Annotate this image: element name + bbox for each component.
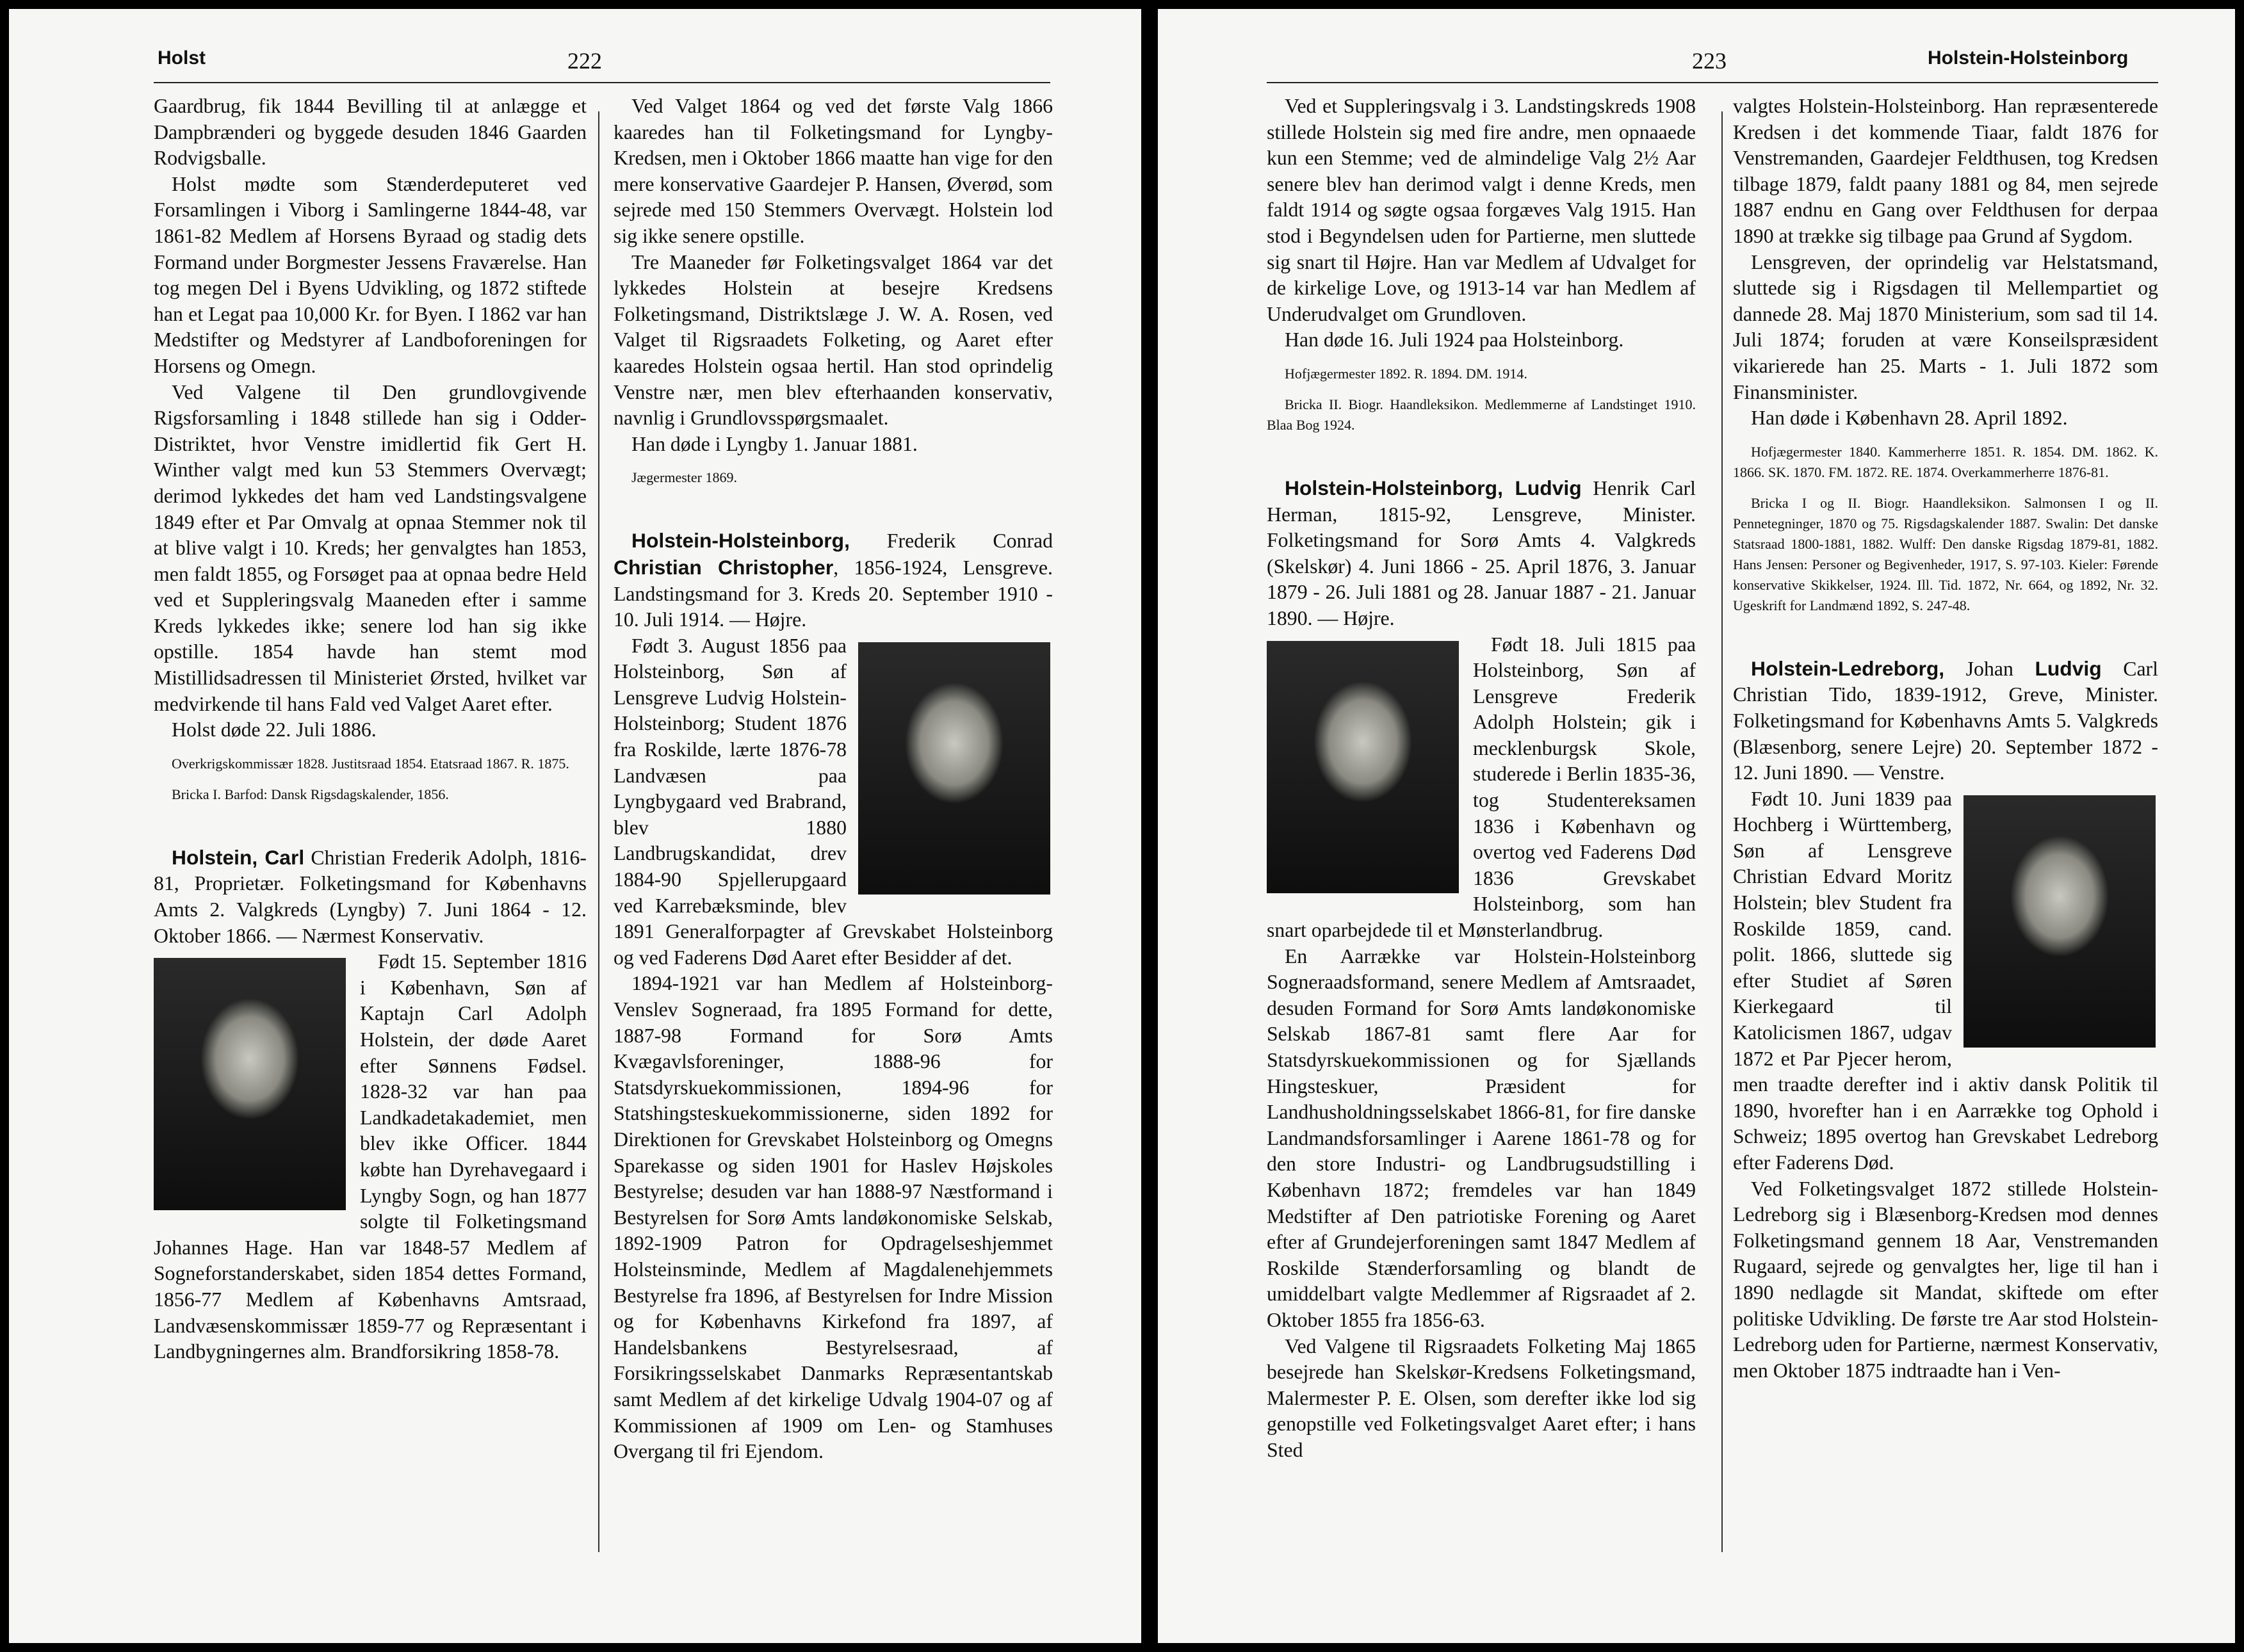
page-number-right: 223: [1692, 48, 1727, 74]
portrait-image: [1267, 641, 1459, 893]
paragraph: Født 15. September 1816 i København, Søn af Kaptajn Carl Adolph Holstein, der døde Aaret efter Sønnens Fødsel. 1828-32 var han paa Landkadetakademiet, men blev ikke Officer. 1844 købte han Dyrehavegaard i Lyngby Sogn, og han 1877 solgte til Folketingsmand Johannes Hage. Han var 1848-57 Medlem af Sogneforstanderskabet, siden 1854 dettes Formand, 1856-77 Medlem af Københavns Amtsraad, Landvæsenskommissær 1859-77 og Repræsentant i Landbygningernes alm. Brandforsikring 1858-78.: [154, 950, 587, 1363]
entry-summary: Johan: [1944, 657, 2035, 680]
left-page-column-2: [614, 93, 1053, 1465]
entry-name: Holstein, Carl: [172, 845, 305, 869]
paragraph: Gaardbrug, fik 1844 Bevilling til at anlægge et Dampbrænderi og byggede desuden 1846 Gaarden Rodvigsballe.: [154, 95, 587, 170]
right-page-column-1: [1267, 93, 1696, 1464]
right-page: [1158, 9, 2235, 1643]
header-rule: [154, 82, 1050, 83]
left-page-column-1: [154, 93, 587, 1365]
sources-line: Bricka I og II. Biogr. Haandleksikon. Salmonsen I og II. Pennetegninger, 1870 og 75. Rigsdagskalender 1887. Swalin: Det danske Statsraad 1800-1881, 1882. Wulff: Den danske Rigsdag 1879-81, 1882. Hans Jensen: Personer og Begivenheder, 1917, S. 97-103. Kieler: Førende konservative Skikkelser, 1924. Ill. Tid. 1872, Nr. 664, og 1892, Nr. 32. Ugeskrift for Landmænd 1892, S. 247-48.: [1733, 494, 2158, 613]
honors-line: Overkrigskommissær 1828. Justitsraad 1854. Etatsraad 1867. R. 1875.: [172, 755, 569, 772]
sources-line: Bricka I. Barfod: Dansk Rigsdagskalender, 1856.: [172, 786, 449, 802]
header-rule: [1267, 82, 2158, 83]
paragraph: Lensgreven, der oprindelig var Helstatsmand, sluttede sig i Rigsdagen til Mellempartiet og dannede 28. Maj 1870 Ministerium, som sad til 14. Juli 1874; foruden at være Konseilspræsident vikarierede han 25. Marts - 1. Juli 1872 som Finansminister.: [1733, 250, 2158, 403]
paragraph: valgtes Holstein-Holsteinborg. Han repræsenterede Kredsen i det kommende Tiaar, faldt 1876 for Venstremanden, Gaardejer Feldthusen, tog Kredsen tilbage 1879, faldt paany 1881 og 84, men sejrede 1887 endnu en Gang over Feldthusen for derpaa 1890 at trække sig tilbage paa Grund af Sygdom.: [1733, 95, 2158, 247]
column-divider: [1721, 111, 1723, 1552]
paragraph: Ved Valgene til Rigsraadets Folketing Maj 1865 besejrede han Skelskør-Kredsens Folketingsmand, Malermester P. E. Olsen, som derefter ikke lod sig genopstille ved Folketingsvalget Aaret efter; i hans Sted: [1267, 1334, 1696, 1461]
entry-heading-frederik-holstein-holsteinborg: [614, 528, 1053, 633]
right-page-column-2: [1733, 93, 2158, 1384]
paragraph: Ved Folketingsvalget 1872 stillede Holstein-Ledreborg sig i Blæsenborg-Kredsen mod dennes Folketingsmand gennem 18 Aar, Venstremanden Rugaard, sejrede og genvalgtes her, lige til han i 1890 nedlagde sit Mandat, skiftede om efter politiske Udvikling. De første tre Aar stod Holstein-Ledreborg uden for Partierne, nærmest Konservativ, men Oktober 1875 indtraadte han i Ven-: [1733, 1177, 2158, 1382]
entry-summary: Carl Christian Tido, 1839-1912, Greve, Minister. Folketingsmand for Københavns Amts 5. Valgkreds (Blæsenborg, senere Lejre) 20. September 1872 - 12. Juni 1890. — Venstre.: [1733, 657, 2158, 784]
paragraph: Født 10. Juni 1839 paa Hochberg i Württemberg, Søn af Lensgreve Christian Edvard Moritz Holstein; blev Student fra Roskilde 1859, cand. polit. 1866, sluttede sig efter Studiet af Søren Kierkegaard til Katolicismen 1867, udgav 1872 et Par Pjecer herom, men traadte derefter ind i aktiv dansk Politik til 1890, hvorefter han i en Aarrække tog Ophold i Schweiz; 1895 overtog han Grevskabet Ledreborg efter Faderens Død.: [1733, 787, 2158, 1174]
portrait-image: [858, 642, 1050, 895]
honors-line: Hofjægermester 1892. R. 1894. DM. 1914.: [1285, 365, 1527, 382]
paragraph: Født 18. Juli 1815 paa Holsteinborg, Søn af Lensgreve Frederik Adolph Holstein; gik i mecklenburgsk Skole, studerede i Berlin 1835-36, tog Studentereksamen 1836 i København og overtog ved Faderens Død 1836 Grevskabet Holsteinborg, som han snart oparbejdede til et Mønsterlandbrug.: [1267, 633, 1696, 942]
paragraph: Holst mødte som Stænderdeputeret ved Forsamlingen i Viborg i Samlingerne 1844-48, var 1861-82 Medlem af Horsens Byraad og stadig dets Formand under Borgmester Jessens Fraværelse. Han tog megen Del i Byens Udvikling, og 1872 stiftede han et Legat paa 10,000 Kr. for Byen. I 1862 var han Medstifter og Medstyrer af Landboforeningen for Horsens og Omegn.: [154, 172, 587, 377]
paragraph: Født 3. August 1856 paa Holsteinborg, Søn af Lensgreve Ludvig Holstein-Holsteinborg; Student 1876 fra Roskilde, lærte 1876-78 Landvæsen paa Lyngbygaard ved Brabrand, blev 1880 Landbrugskandidat, drev 1884-90 Spjellerupgaard ved Karrebæksminde, blev 1891 Generalforpagter af Grevskabet Holsteinborg og ved Faderens Død Aaret efter Besidder af det.: [614, 634, 1053, 969]
column-divider: [598, 111, 599, 1552]
paragraph: 1894-1921 var han Medlem af Holsteinborg-Venslev Sogneraad, fra 1895 Formand for dette, 1887-98 Formand for Sorø Amts Kvægavlsforeninger, 1888-96 for Statsdyrskuekommissionen, 1894-96 for Statshingsteskuekommissionerne, siden 1892 for Direktionen for Grevskabet Holsteinborg og Omegns Sparekasse og siden 1901 for Haslev Højskoles Bestyrelse; desuden var han 1888-97 Næstformand i Bestyrelsen for Sorø Amts landøkonomiske Selskab, 1892-1909 Patron for Opdragelseshjemmet Holsteinsminde, Medlem af Magdalenehjemmets Bestyrelse fra 1896, af Bestyrelsen for Indre Mission og for Københavns Kirkefond fra 1897, af Handelsbankens Bestyrelsesraad, af Forsikringsselskabet Danmarks Repræsentantskab samt Medlem af det kirkelige Udvalg 1904-07 og af Kommissionen af 1909 om Len- og Stamhuses Overgang til fri Ejendom.: [614, 972, 1053, 1463]
entry-name: Holstein-Holsteinborg, Ludvig: [1285, 476, 1582, 499]
running-head-right: Holstein-Holsteinborg: [1928, 47, 2129, 69]
paragraph: En Aarrække var Holstein-Holsteinborg Sogneraadsformand, senere Medlem af Amtsraadet, desuden Formand for Sorø Amts landøkonomiske Selskab 1867-81 samt flere Aar for Statsdyrskuekommissionen og for Sjællands Hingsteskuer, Præsident for Landhusholdningsselskabet 1866-81, for fire danske Landmandsforsamlinger i Aarene 1861-78 og for den store Industri- og Landbrugsudstilling i København 1872; fremdeles var han 1849 Medstifter af Den patriotiske Forening og Aaret efter af Grundejerforeningen samt 1847 Medlem af Roskilde Stænderforsamling og blandt de umiddelbart valgte Medlemmer af Rigsraadet af 2. Oktober 1855 fra 1856-63.: [1267, 944, 1696, 1331]
entry-summary: Christian Frederik Adolph, 1816-81, Proprietær. Folketingsmand for Københavns Amts 2. Valgkreds (Lyngby) 7. Juni 1864 - 12. Oktober 1866. — Nærmest Konservativ.: [154, 846, 587, 947]
portrait-frederik-holstein-holsteinborg: [858, 642, 1050, 895]
running-head-left: Holst: [158, 47, 206, 69]
entry-heading-johan-ludvig-holstein-ledreborg: [1733, 656, 2158, 786]
entry-name-bold: Ludvig: [2035, 656, 2102, 680]
entry-name: Holstein-Holsteinborg,: [631, 529, 850, 553]
sources-line: Bricka II. Biogr. Haandleksikon. Medlemmerne af Landstinget 1910. Blaa Bog 1924.: [1267, 396, 1696, 433]
entry-heading-carl-holstein: [154, 845, 587, 949]
page-number-left: 222: [567, 48, 602, 74]
portrait-image: [1964, 795, 2156, 1048]
death-line: Han døde 16. Juli 1924 paa Holsteinborg.: [1285, 328, 1624, 352]
entry-name: Holstein-Ledreborg,: [1751, 656, 1945, 680]
portrait-image: [154, 958, 346, 1210]
portrait-ludvig-holstein-holsteinborg: [1267, 641, 1459, 893]
entry-heading-ludvig-holstein-holsteinborg: [1267, 475, 1696, 632]
paragraph: Ved et Suppleringsvalg i 3. Landstingskreds 1908 stillede Holstein sig med fire andre, men opnaaede kun een Stemme; ved de almindelige Valg 2½ Aar senere blev han derimod valgt i denne Kreds, men faldt 1914 og søgte ogsaa forgæves Valg 1915. Han stod i Begyndelsen uden for Partierne, men sluttede sig snart til Højre. Han var Medlem af Udvalget for de kirkelige Love, og 1913-14 var han Medlem af Underudvalget om Grundloven.: [1267, 95, 1696, 325]
death-line: Holst døde 22. Juli 1886.: [172, 718, 377, 741]
honors-line: Jægermester 1869.: [631, 469, 737, 486]
portrait-carl-holstein: [154, 958, 346, 1210]
left-page: [9, 9, 1141, 1643]
honors-line: Hofjægermester 1840. Kammerherre 1851. R. 1854. DM. 1862. K. 1866. SK. 1870. FM. 1872. RE. 1874. Overkammerherre 1876-81.: [1733, 443, 2158, 480]
death-line: Han døde i Lyngby 1. Januar 1881.: [631, 432, 918, 455]
entry-summary: Henrik Carl Herman, 1815-92, Lensgreve, Minister. Folketingsmand for Sorø Amts 4. Valgkreds (Skelskør) 4. Juni 1866 - 25. April 1876, 3. Januar 1879 - 26. Juli 1881 og 28. Januar 1887 - 21. Januar 1890. — Højre.: [1267, 476, 1696, 629]
paragraph: Ved Valget 1864 og ved det første Valg 1866 kaaredes han til Folketingsmand for Lyngby-Kredsen, men i Oktober 1866 maatte han vige for den mere konservative Gaardejer P. Hansen, Øverød, som sejrede med 150 Stemmers Overvægt. Holstein lod sig ikke senere opstille.: [614, 95, 1053, 247]
entry-name-bold: Christian Christopher: [614, 555, 834, 579]
entry-summary: , 1856-1924, Lensgreve. Landstingsmand for 3. Kreds 20. September 1910 - 10. Juli 1914. — Højre.: [614, 556, 1053, 631]
paragraph: Tre Maaneder før Folketingsvalget 1864 var det lykkedes Holstein at besejre Kredsens Folketingsmand, Distriktslæge J. W. A. Rosen, ved Valget til Rigsraadets Folketing, og Aaret efter kaaredes Holstein ogsaa hertil. Han stod oprindelig Venstre nær, men blev efterhaanden konservativ, navnlig i Grundlovsspørgsmaalet.: [614, 250, 1053, 430]
paragraph: Ved Valgene til Den grundlovgivende Rigsforsamling i 1848 stillede han sig i Odder-Distriktet, hvor Venstre imidlertid fik Gert H. Winther valgt med kun 53 Stemmers Overvægt; derimod lykkedes det ham ved Landstingsvalgene 1849 efter et Par Omvalg at opnaa Stemmer nok til at blive valgt i 10. Kreds; her genvalgtes han 1853, men faldt 1855, og Forsøget paa at opnaa bedre Held ved et Suppleringsvalg Maaneden efter i samme Kreds lykkedes ikke; senere lod han sig ikke opstille. 1854 havde han stemt mod Mistillidsadressen til Ministeriet Ørsted, hvilket var medvirkende til hans Fald ved Valget Aaret efter.: [154, 380, 587, 715]
portrait-johan-ludvig-holstein-ledreborg: [1964, 795, 2156, 1048]
entry-summary: Frederik Conrad: [849, 530, 1053, 553]
death-line: Han døde i København 28. April 1892.: [1751, 407, 2068, 430]
